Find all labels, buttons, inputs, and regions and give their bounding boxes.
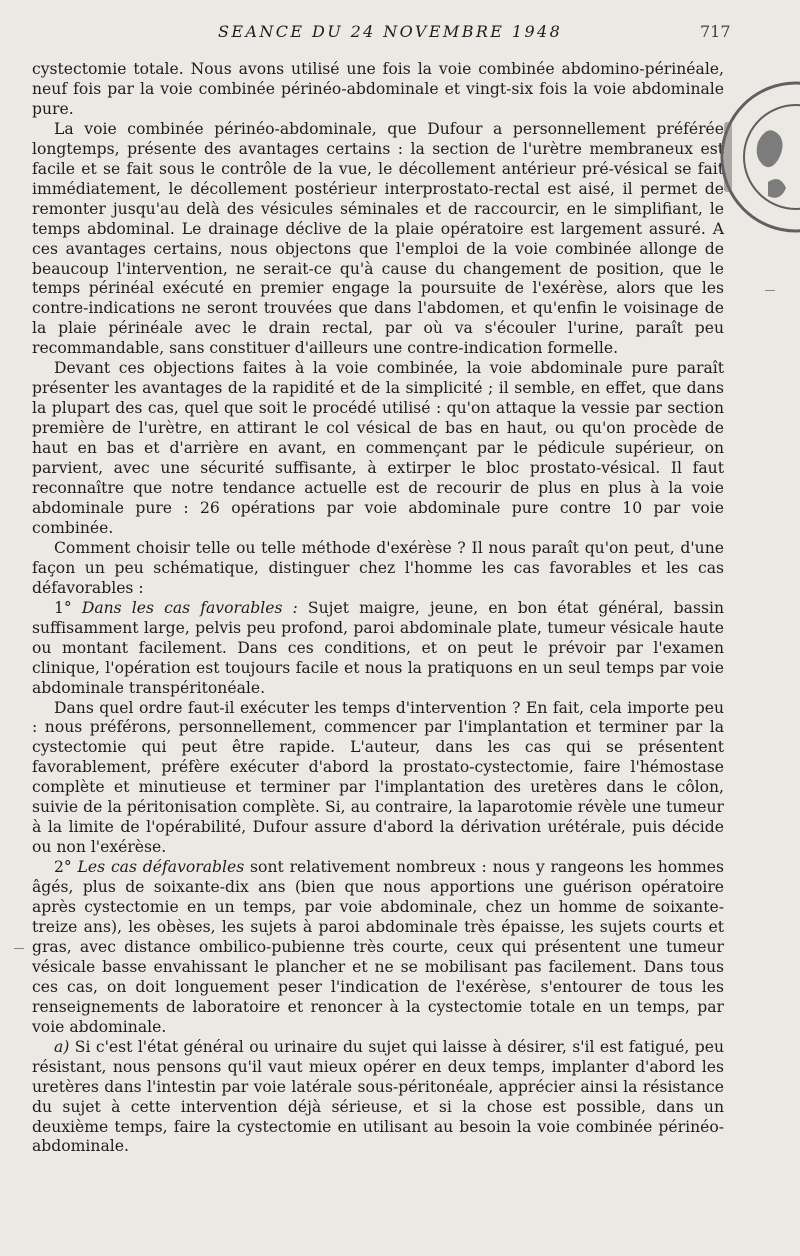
paragraph-text: sont relativement nombreux : nous y rangeons les hommes âgés, plus de soixante-dix ans (bien que nous apportions une guérison opératoire après cystectomie en un temps, par voie abdominale, chez un homme de soixante-treize ans), les obèses, les sujets à paroi abdominale très épaisse, les sujets courts et gras, avec distance ombilico-pubienne très courte, ceux qui présentent une tumeur vésicale basse envahissant le plancher et ne se mobilisant pas facilement. Dans tous ces cas, on doit longuement peser l'indication de l'exérèse, s'entourer de tous les renseignements de laboratoire et renoncer à la cystectomie totale en un temps, par voie abdominale. [32, 858, 725, 1036]
list-number: 2° [54, 858, 78, 877]
paragraph [32, 60, 724, 120]
paragraph-text: La voie combinée périnéo-abdominale, que Dufour a personnellement préférée longtemps, présente des avantages certains : la section de l'urètre membraneux est facile et se fait sous le contrôle de la vue, le décollement antérieur pré-vésical se fait immédiatement, le décollement postérieur interprostato-rectal est aisé, il permet de remonter jusqu'au delà des vésicules séminales et de raccourcir, en le simplifiant, le temps abdominal. Le drainage déclive de la plaie opératoire est largement assuré. A ces avantages certains, nous objectons que l'emploi de la voie combinée allonge de beaucoup l'intervention, ne serait-ce qu'à cause du changement de position, que le temps périnéal exécuté en premier engage la poursuite de l'exérèse, alors que les contre-indications ne seront trouvées que dans l'abdomen, et qu'enfin le voisinage de la plaie périnéale avec le drain rectal, par où va s'écouler l'urine, paraît peu recommandable, sans constituer d'ailleurs une contre-indication formelle. [32, 119, 724, 358]
paragraph [32, 1038, 724, 1158]
margin-mark [765, 290, 775, 291]
library-stamp-icon [718, 62, 800, 252]
paragraph-text: Devant ces objections faites à la voie combinée, la voie abdominale pure paraît présenter les avantages de la rapidité et de la simplicité ; il semble, en effet, que dans la plupart des cas, quel que soit le procédé utilisé : qu'on attaque la vessie par section première de l'urètre, en attirant le col vésical de bas en haut, ou qu'on procède de haut en bas et d'arrière en avant, en commençant par le pédicule supérieur, on parvient, avec une sécurité suffisante, à extirper le bloc prostato-vésical. Il faut reconnaître que notre tendance actuelle est de recourir de plus en plus à la voie abdominale pure : 26 opérations par voie abdominale pure contre 10 par voie combinée. [32, 359, 724, 537]
margin-mark [14, 948, 24, 949]
running-header [0, 22, 800, 46]
paragraph [32, 359, 724, 539]
list-number: 1° [54, 598, 82, 617]
paragraph [32, 858, 724, 1038]
paragraph-text: cystectomie totale. Nous avons utilisé une fois la voie combinée abdomino-périnéale, neuf fois par la voie combinée périnéo-abdominale et vingt-six fois la voie abdominale pure. [32, 60, 724, 118]
paragraph [32, 120, 724, 359]
italic-heading: Dans les cas favorables : [81, 598, 298, 617]
header-title: SEANCE DU 24 NOVEMBRE 1948 [218, 22, 563, 41]
paragraph-text: Comment choisir telle ou telle méthode d'exérèse ? Il nous paraît qu'on peut, d'une façon un peu schématique, distinguer chez l'homme les cas favorables et les cas défavorables : [32, 538, 724, 597]
paragraph [32, 599, 724, 699]
italic-heading: a) [54, 1037, 70, 1056]
italic-heading: Les cas défavorables [77, 858, 245, 877]
paragraph-text: Dans quel ordre faut-il exécuter les temps d'intervention ? En fait, cela importe peu : nous préférons, personnellement, commencer par l'implantation et terminer par la cystectomie qui peut être rapide. L'auteur, dans les cas qui se présentent favorablement, préfère exécuter d'abord la prostato-cystectomie, faire l'hémostase complète et minutieuse et terminer par l'implantation des uretères dans le côlon, suivie de la péritonisation complète. Si, au contraire, la laparotomie révèle une tumeur à la limite de l'opérabilité, Dufour assure d'abord la dérivation urétérale, puis décide ou non l'exérèse. [32, 698, 724, 857]
paragraph-text: Si c'est l'état général ou urinaire du sujet qui laisse à désirer, s'il est fatigué, peu résistant, nous pensons qu'il vaut mieux opérer en deux temps, implanter d'abord les uretères dans l'intestin par voie latérale sous-péritonéale, apprécier ainsi la résistance du sujet à cette intervention déjà sérieuse, et si la chose est possible, dans un deuxième temps, faire la cystectomie en utilisant au besoin la voie combinée périnéo-abdominale. [32, 1037, 724, 1156]
paragraph [32, 539, 724, 599]
paragraph-text: Sujet maigre, jeune, en bon état général, bassin suffisamment large, pelvis peu profond, paroi abdominale plate, tumeur vésicale haute ou montant facilement. Dans ces conditions, et on peut le prévoir par l'examen clinique, l'opération est toujours facile et nous la pratiquons en un seul temps par voie abdominale transpéritonéale. [32, 598, 724, 697]
body-text [32, 60, 724, 1157]
paragraph [32, 699, 724, 859]
page-number: 717 [700, 22, 731, 41]
